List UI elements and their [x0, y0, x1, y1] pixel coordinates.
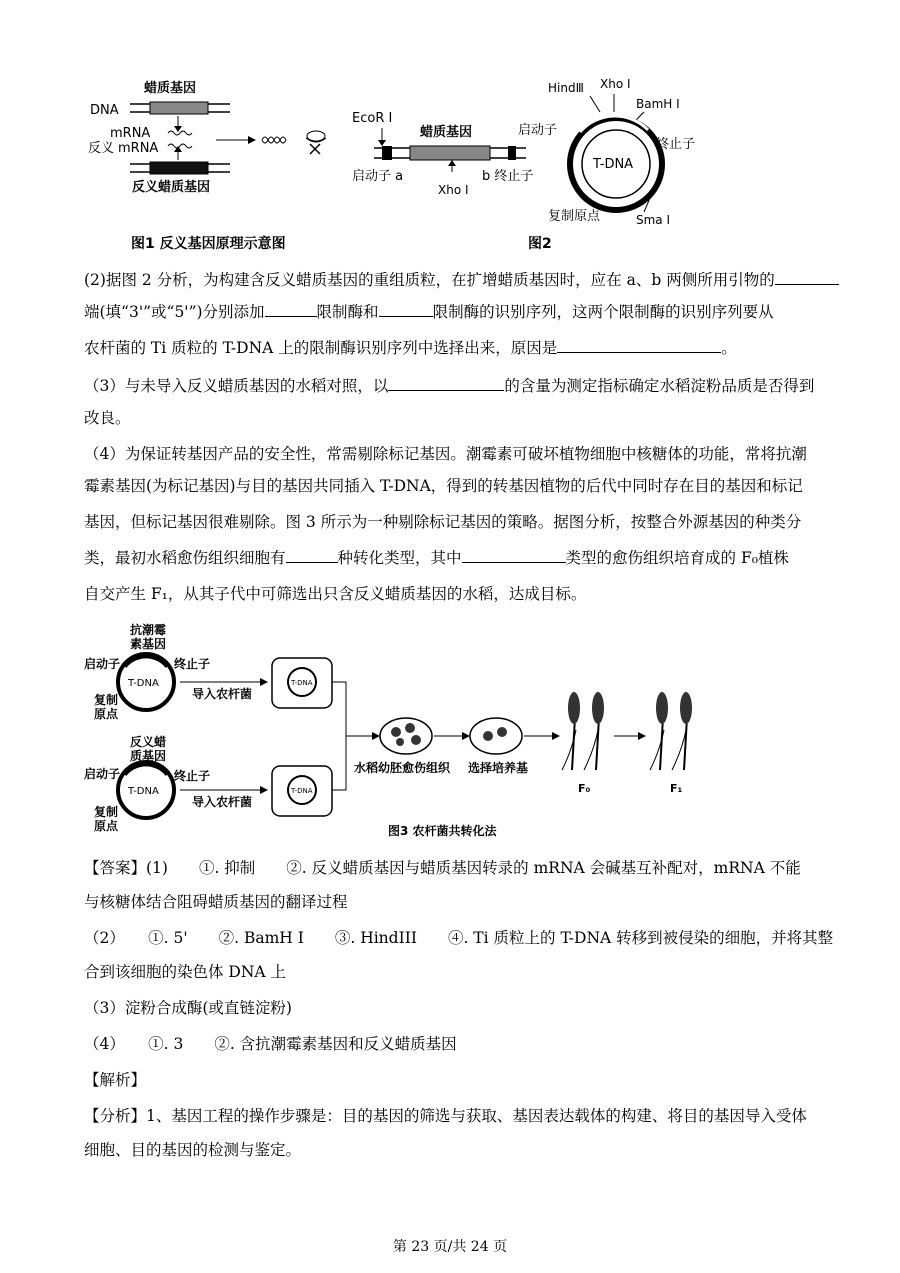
- fig3-hyg-label-1: 抗潮霉: [130, 623, 167, 637]
- page-footer: 第 23 页/共 24 页: [392, 1239, 508, 1255]
- fig1-caption: 图1 反义基因原理示意图: [131, 236, 286, 252]
- answer-1-line-2: 与核糖体结合阻碍蜡质基因的翻译过程: [84, 893, 348, 911]
- figure-1-antisense-diagram: [80, 80, 350, 200]
- q4-line-2: 霉素基因(为标记基因)与目的基因共同插入 T-DNA，得到的转基因植物的后代中同时存在目的基因和标记: [84, 477, 803, 495]
- fig1-gene-label: 蜡质基因: [144, 81, 197, 96]
- q2-text-6: 。: [721, 339, 737, 357]
- q2-text-1: (2)据图 2 分析，为构建含反义蜡质基因的重组质粒，在扩增蜡质基因时，应在 a、b 两侧所用引物的: [84, 271, 775, 289]
- answer-2-line-1: （2） ①. 5' ②. BamH I ③. HindIII ④. Ti 质粒上的 T-DNA 转移到被侵染的细胞，并将其整: [84, 929, 834, 947]
- fig3-ori-1a: 复制: [94, 693, 119, 707]
- fig1-mrna-label: mRNA: [110, 126, 151, 141]
- wax-gene-block: [150, 102, 208, 114]
- fig3-anti-label-2: 质基因: [130, 749, 167, 763]
- fig3-promoter-1: 启动子: [84, 657, 121, 671]
- fig2-caption: 图2: [528, 236, 552, 252]
- rice-plant-f0-icon: [562, 692, 604, 770]
- q2-blank-4: [557, 337, 721, 354]
- q2-text-4: 限制酶的识别序列，这两个限制酶的识别序列要从: [432, 303, 774, 321]
- q2-text-5: 农杆菌的 Ti 质粒的 T-DNA 上的限制酶识别序列中选择出来，原因是: [84, 339, 558, 357]
- q4-text-3: 类型的愈伤组织培育成的 F₀植株: [565, 549, 789, 567]
- fig2-ori-label: 复制原点: [548, 209, 601, 224]
- callus-dish: [380, 718, 432, 754]
- fig1-anti-label-2: mRNA: [118, 141, 159, 156]
- fig2-gene-label: 蜡质基因: [420, 125, 473, 140]
- fig3-tdna-2: T-DNA: [128, 786, 159, 797]
- q2-blank-1: [775, 269, 839, 286]
- answer-1-line-1: 【答案】(1) ①. 抑制 ②. 反义蜡质基因与蜡质基因转录的 mRNA 会碱基互补配对，mRNA 不能: [84, 859, 801, 877]
- q2-blank-2: [265, 301, 317, 318]
- q4-blank-1: [286, 547, 338, 564]
- fig2-bamhi-label: BamH Ⅰ: [636, 97, 680, 111]
- q3-line-1: [84, 374, 814, 396]
- rice-plant-f1-icon: [650, 692, 692, 770]
- answer-3: （3）淀粉合成酶(或直链淀粉): [84, 999, 292, 1017]
- fig3-tdna-2s: T-DNA: [291, 787, 313, 795]
- q4-blank-2: [462, 547, 566, 564]
- fig3-f1-label: F₁: [670, 782, 683, 795]
- q3-text-2: 的含量为测定指标确定水稻淀粉品质是否得到: [504, 377, 815, 395]
- analysis-line-2: 细胞、目的基因的检测与鉴定。: [84, 1141, 302, 1159]
- fig2-xhoi-top-label: Xho Ⅰ: [600, 77, 631, 91]
- fig1-anti-gene-label: 反义蜡质基因: [132, 180, 211, 195]
- fig2-smai-label: Sma Ⅰ: [636, 213, 671, 227]
- fig3-into-agro-1: 导入农杆菌: [192, 687, 253, 701]
- selection-dish: [470, 718, 522, 754]
- fig3-terminator-2: 终止子: [174, 769, 211, 783]
- fig2-xhoi-label: Xho Ⅰ: [438, 183, 469, 197]
- fig3-tdna-1s: T-DNA: [291, 679, 313, 687]
- q2-text-3: 限制酶和: [316, 303, 379, 321]
- fig3-ori-1b: 原点: [94, 707, 119, 721]
- fig2-hindiii-label: HindⅢ: [548, 81, 584, 95]
- fig3-select-label: 选择培养基: [468, 761, 529, 775]
- fig3-caption: 图3 农杆菌共转化法: [388, 824, 497, 838]
- q3-line-2: 改良。: [84, 409, 131, 427]
- fig3-promoter-2: 启动子: [84, 767, 121, 781]
- fig3-anti-label-1: 反义蜡: [130, 735, 167, 749]
- figure-2-plasmid-diagram: [348, 72, 728, 232]
- analysis-line-1: 【分析】1、基因工程的操作步骤是：目的基因的筛选与获取、基因表达载体的构建、将目的基因导入受体: [84, 1107, 807, 1125]
- q4-line-4: [84, 546, 789, 568]
- q4-text-2: 种转化类型，其中: [337, 549, 462, 567]
- antisense-gene-block: [150, 162, 208, 174]
- q3-blank-1: [388, 375, 504, 392]
- q4-text-1: 类，最初水稻愈伤组织细胞有: [84, 549, 286, 567]
- fig2-terminator-label: 终止子: [656, 137, 696, 152]
- fig3-into-agro-2: 导入农杆菌: [192, 795, 253, 809]
- q2-line-2: [84, 300, 774, 322]
- fig3-tdna-1: T-DNA: [128, 678, 159, 689]
- fig2-b-terminator: b 终止子: [482, 169, 534, 184]
- q4-line-1: （4）为保证转基因产品的安全性，常需剔除标记基因。潮霉素可破坏植物细胞中核糖体的功能，常将抗潮: [84, 445, 807, 463]
- q2-line-1: [84, 268, 839, 290]
- fig3-terminator-1: 终止子: [174, 657, 211, 671]
- fig3-hyg-label-2: 素基因: [130, 637, 167, 651]
- answer-4: （4） ①. 3 ②. 含抗潮霉素基因和反义蜡质基因: [84, 1035, 457, 1053]
- q4-line-5: 自交产生 F₁，从其子代中可筛选出只含反义蜡质基因的水稻，达成目标。: [84, 585, 587, 603]
- q2-line-3: [84, 336, 737, 358]
- fig3-callus-label: 水稻幼胚愈伤组织: [354, 761, 451, 775]
- ribosome-icon: [307, 131, 325, 141]
- fig2-promoter-a: 启动子 a: [352, 169, 404, 184]
- fig2-ecori-label: EcoR Ⅰ: [352, 111, 393, 126]
- jiexi-heading: 【解析】: [84, 1071, 147, 1089]
- q4-line-3: 基因，但标记基因很难剔除。图 3 所示为一种剔除标记基因的策略。据图分析，按整合外源基因的种类分: [84, 513, 802, 531]
- fig2-promoter-label: 启动子: [518, 123, 558, 138]
- fig3-ori-2a: 复制: [94, 805, 119, 819]
- fig3-f0-label: F₀: [578, 782, 591, 795]
- q3-text-1: （3）与未导入反义蜡质基因的水稻对照，以: [84, 377, 389, 395]
- answer-2-line-2: 合到该细胞的染色体 DNA 上: [84, 963, 287, 981]
- q2-text-2: 端(填“3'”或“5'”)分别添加: [84, 303, 265, 321]
- fig1-dna-label: DNA: [90, 103, 119, 118]
- fig3-ori-2b: 原点: [94, 819, 119, 833]
- q2-blank-3: [379, 301, 433, 318]
- figure-3-cotransformation: [84, 620, 724, 840]
- fig1-anti-label-1: 反义: [88, 141, 115, 156]
- fig2-tdna-label: T-DNA: [593, 157, 634, 172]
